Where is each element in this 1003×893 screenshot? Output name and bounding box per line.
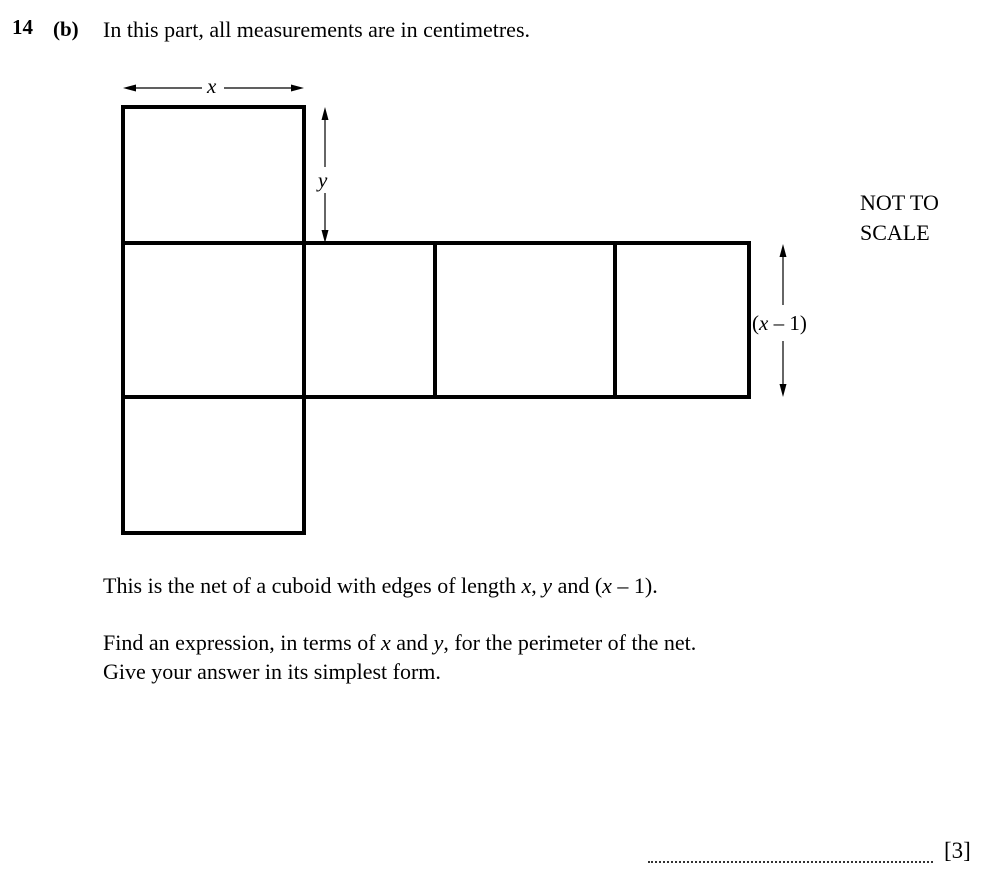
net-description: This is the net of a cuboid with edges of length x, y and (x – 1). [103,573,658,598]
question-part: (b) [53,17,79,41]
net-face-top [123,107,304,243]
marks-indicator: [3] [944,838,971,863]
question-number: 14 [12,15,33,39]
net-face-middle-2 [304,243,435,397]
net-face-left-middle [123,243,304,397]
net-face-middle-3 [435,243,615,397]
task-instructions: Find an expression, in terms of x and y, for the perimeter of the net. Give your answer in its simplest form. [103,630,697,684]
label-x-minus-1: (x – 1) [752,311,807,335]
label-y: y [318,168,328,192]
not-to-scale-note: NOT TO SCALE [860,190,939,245]
intro-text: In this part, all measurements are in centimetres. [103,17,531,42]
answer-line[interactable] [648,843,933,863]
label-x: x [207,74,217,98]
net-face-middle-4 [615,243,749,397]
net-face-bottom [123,397,304,533]
